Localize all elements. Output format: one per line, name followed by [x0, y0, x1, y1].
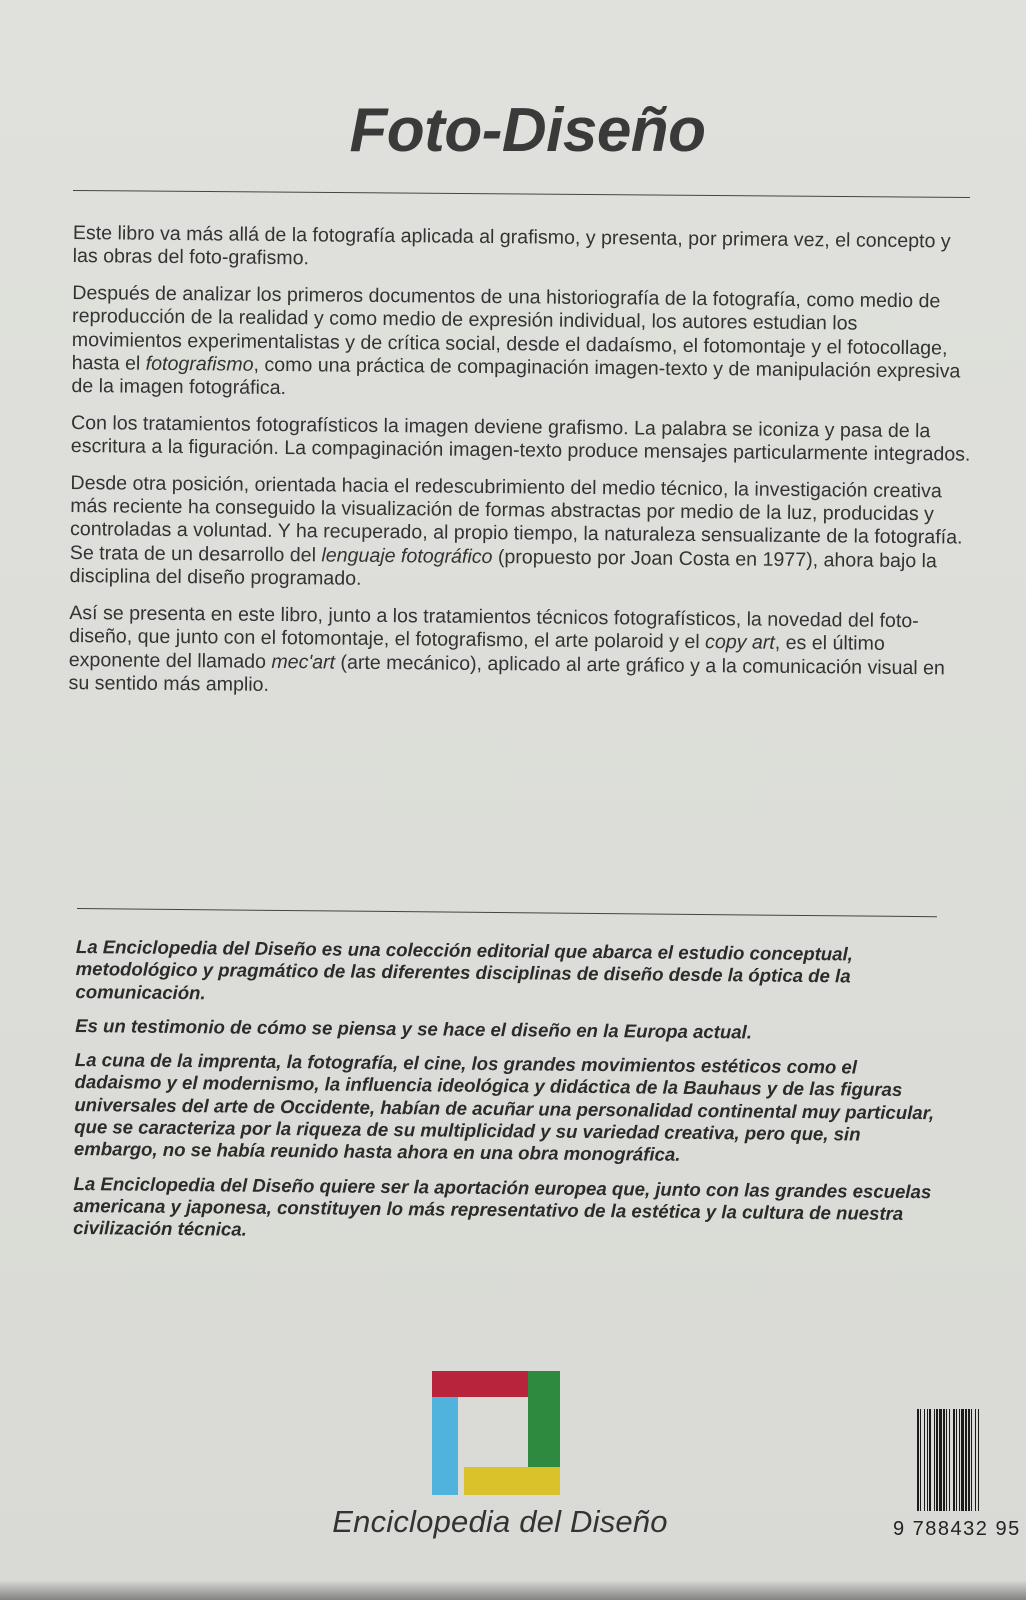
barcode-bar: [936, 1409, 938, 1511]
barcode-bar: [959, 1409, 960, 1511]
logo-red-bar: [432, 1371, 528, 1397]
barcode-bar: [965, 1409, 967, 1511]
barcode-bar: [929, 1409, 931, 1511]
collection-paragraph: La Enciclopedia del Diseño quiere ser la aportación europea que, junto con las grandes escuelas americana y japonesa, constituyen lo más representativo de la estética y la cultura de nuestra civilización técnica.: [73, 1172, 932, 1240]
barcode-bar: [975, 1409, 976, 1511]
description-paragraph: Este libro va más allá de la fotografía aplicada al grafismo, y presenta, por primera vez, el concepto y las obras del foto-grafismo.: [72, 222, 951, 270]
barcode-bar: [934, 1409, 935, 1511]
barcode-bar: [968, 1409, 970, 1511]
book-description: [68, 222, 973, 717]
barcode-bar: [961, 1409, 964, 1511]
logo-green-bar: [528, 1371, 560, 1467]
middle-divider: [77, 908, 937, 917]
book-title: Foto-Diseño: [349, 96, 706, 165]
top-divider: [73, 190, 970, 198]
barcode-bar: [939, 1409, 942, 1511]
description-paragraph: Después de analizar los primeros documentos de una historiografía de la fotografía, como medio de reproducción de la realidad y como medio de expresión individual, los autores estudian los movimientos experimentalistas y de crítica social, desde el dadaísmo, el fotomontaje y el fotocollage, hasta el fotografismo, como una práctica de compaginación imagen-texto y de manipulación expresiva de la imagen fotográfica.: [71, 281, 961, 400]
barcode-bar: [927, 1409, 928, 1511]
description-paragraph: Desde otra posición, orientada hacia el redescubrimiento del medio técnico, la investigación creativa más reciente ha conseguido la visualización de formas abstractas por medio de la luz, producidas y controladas a voluntad. Y ha recuperado, al propio tiempo, la naturaleza sensualizante de la fotografía. Se trata de un desarrollo del lenguaje fotográfico (propuesto por Joan Costa en 1977), ahora bajo la disciplina del diseño programado.: [69, 471, 963, 591]
barcode-bar: [946, 1409, 947, 1511]
collection-description: [73, 936, 936, 1260]
barcode-bar: [924, 1409, 925, 1511]
logo-caption: Enciclopedia del Diseño: [332, 1504, 668, 1539]
page-edge-shadow: [0, 1580, 1026, 1600]
logo-blue-bar: [432, 1397, 458, 1495]
barcode-bar: [949, 1409, 950, 1511]
barcode-bar: [920, 1409, 921, 1511]
barcode-bar: [956, 1409, 957, 1511]
description-paragraph: Así se presenta en este libro, junto a los tratamientos técnicos fotografísticos, la novedad del foto-diseño, que junto con el fotomontaje, el fotografismo, el arte polaroid y el copy art, es el último exponente del llamado mec'art (arte mecánico), aplicado al arte gráfico y a la comunicación visual en su sentido más amplio.: [68, 601, 946, 696]
barcode-bar: [943, 1409, 945, 1511]
collection-paragraph: Es un testimonio de cómo se piensa y se hace el diseño en la Europa actual.: [75, 1014, 753, 1043]
enciclopedia-logo-icon: [432, 1371, 560, 1495]
collection-paragraph: La Enciclopedia del Diseño es una colección editorial que abarca el estudio conceptual, metodológico y pragmático de las diferentes disciplinas de diseño desde la óptica de la comunicación.: [75, 936, 853, 1003]
collection-paragraph: La cuna de la imprenta, la fotografía, el cine, los grandes movimientos estéticos como el dadaismo y el modernismo, la influencia ideológica y didáctica de la Bauhaus y de las figuras universales del arte de Occidente, habían de acuñar una personalidad continental muy particular, que se caracteriza por la riqueza de su multiplicidad y su variedad creativa, pero que, sin embargo, no se había reunido hasta ahora en una obra monográfica.: [73, 1049, 935, 1166]
barcode-bar: [971, 1409, 972, 1511]
barcode-digits: 9 788432 95: [893, 1518, 1021, 1540]
barcode-bar: [953, 1409, 955, 1511]
barcode-bar: [978, 1409, 979, 1511]
description-paragraph: Con los tratamientos fotografísticos la imagen deviene grafismo. La palabra se iconiza y pasa de la escritura a la figuración. La compaginación imagen-texto produce mensajes particularmente integrados.: [70, 411, 971, 466]
barcode-bar: [917, 1409, 919, 1511]
logo-yellow-bar: [464, 1467, 560, 1495]
barcode-icon: [917, 1409, 1026, 1511]
